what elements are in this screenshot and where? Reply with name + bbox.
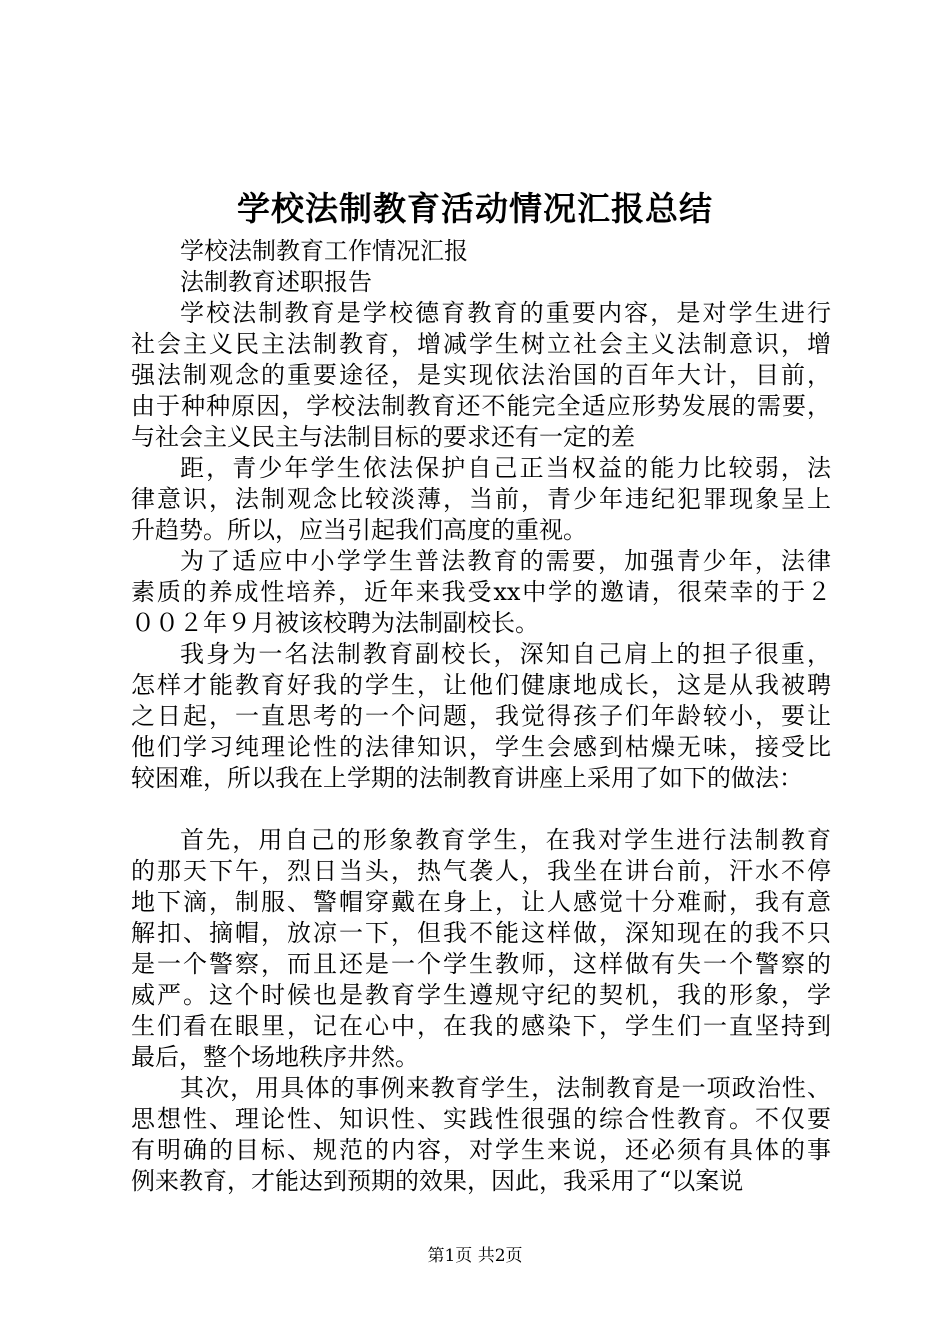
paragraph-line: 怎样才能教育好我的学生，让他们健康地成长，这是从我被聘: [131, 671, 831, 699]
paragraph: [131, 825, 831, 1073]
paragraph-line: 升趋势。所以，应当引起我们高度的重视。: [131, 516, 587, 544]
paragraph-line: 是一个警察，而且还是一个学生教师，这样做有失一个警察的: [131, 950, 831, 978]
paragraph: [131, 546, 831, 639]
paragraph-line: 解扣、摘帽，放凉一下，但我不能这样做，深知现在的我不只: [131, 919, 831, 947]
paragraph-line: 我身为一名法制教育副校长，深知自己肩上的担子很重，: [180, 640, 831, 668]
paragraph-line: 的那天下午，烈日当头，热气袭人，我坐在讲台前，汗水不停: [131, 857, 831, 885]
paragraph: [131, 298, 831, 453]
paragraph: [131, 1073, 831, 1197]
document-title: 学校法制教育活动情况汇报总结: [237, 189, 713, 228]
blank-line: [131, 794, 831, 825]
paragraph: [131, 236, 831, 267]
paragraph-line: 他们学习纯理论性的法律知识，学生会感到枯燥无味，接受比: [131, 733, 831, 761]
paragraph-line: 律意识，法制观念比较淡薄，当前，青少年违纪犯罪现象呈上: [131, 485, 831, 513]
paragraph-line: 法制教育述职报告: [180, 268, 372, 296]
paragraph-line: 素质的养成性培养，近年来我受xx中学的邀请，很荣幸的于２: [131, 578, 831, 606]
paragraph: [131, 453, 831, 546]
paragraph-line: 地下滴，制服、警帽穿戴在身上，让人感觉十分难耐，我有意: [131, 888, 831, 916]
paragraph-line: 学校法制教育是学校德育教育的重要内容，是对学生进行: [180, 299, 831, 327]
paragraph-line: 强法制观念的重要途径，是实现依法治国的百年大计，目前，: [131, 361, 831, 389]
paragraph-line: 社会主义民主法制教育，增减学生树立社会主义法制意识，增: [131, 330, 831, 358]
paragraph-line: 学校法制教育工作情况汇报: [180, 237, 468, 265]
paragraph: [131, 639, 831, 794]
paragraph-line: 由于种种原因，学校法制教育还不能完全适应形势发展的需要，: [131, 392, 831, 420]
paragraph-line: 与社会主义民主与法制目标的要求还有一定的差: [131, 423, 635, 451]
paragraph-line: 首先，用自己的形象教育学生，在我对学生进行法制教育: [180, 826, 831, 854]
paragraph-line: 之日起，一直思考的一个问题，我觉得孩子们年龄较小，要让: [131, 702, 831, 730]
paragraph-line: 思想性、理论性、知识性、实践性很强的综合性教育。不仅要: [131, 1105, 831, 1133]
paragraph-line: 例来教育，才能达到预期的效果，因此，我采用了“以案说: [131, 1167, 744, 1195]
paragraph-line: 最后，整个场地秩序井然。: [131, 1043, 419, 1071]
paragraph-line: 生们看在眼里，记在心中，在我的感染下，学生们一直坚持到: [131, 1012, 831, 1040]
paragraph-line: 有明确的目标、规范的内容，对学生来说，还必须有具体的事: [131, 1136, 831, 1164]
paragraph-line: 其次，用具体的事例来教育学生，法制教育是一项政治性、: [180, 1074, 831, 1102]
document-body: [131, 236, 831, 1197]
paragraph-line: 威严。这个时候也是教育学生遵规守纪的契机，我的形象，学: [131, 981, 831, 1009]
paragraph-line: 距，青少年学生依法保护自己正当权益的能力比较弱，法: [180, 454, 831, 482]
paragraph: [131, 267, 831, 298]
page-footer: 第1页 共2页: [427, 1246, 523, 1266]
paragraph-line: 较困难，所以我在上学期的法制教育讲座上采用了如下的做法：: [131, 764, 803, 792]
paragraph-line: ００２年９月被该校聘为法制副校长。: [131, 609, 539, 637]
paragraph-line: 为了适应中小学学生普法教育的需要，加强青少年，法律: [180, 547, 831, 575]
